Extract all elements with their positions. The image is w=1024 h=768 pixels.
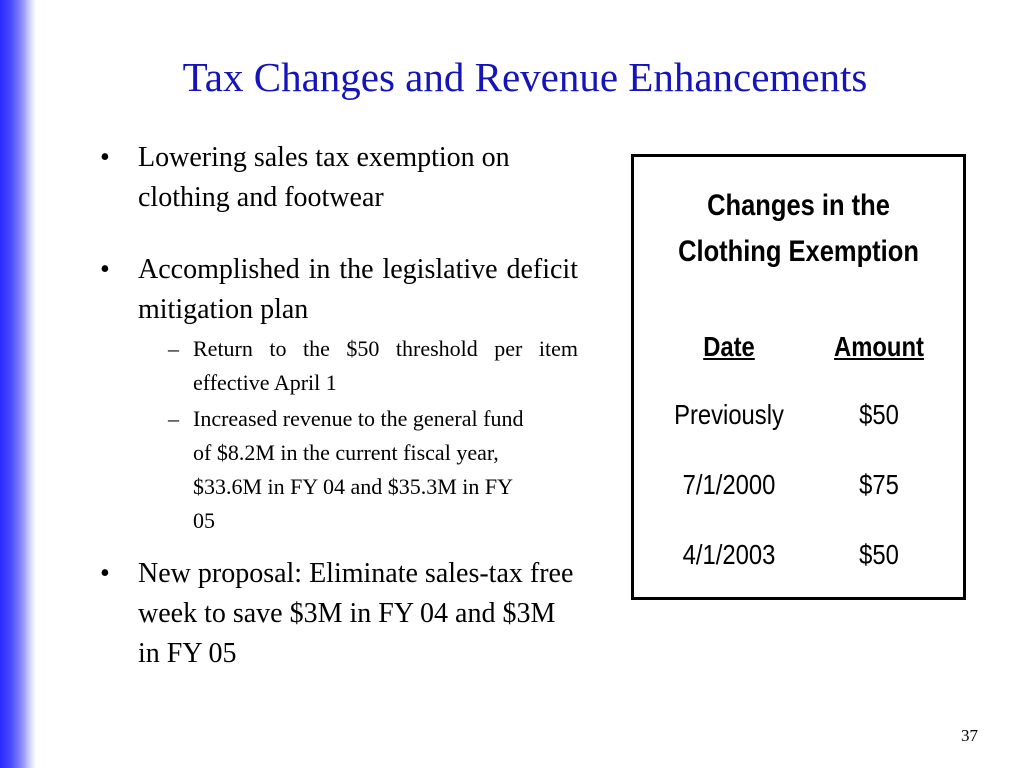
bullet-item: [100, 554, 578, 674]
table-title: [659, 183, 939, 275]
page-number: 37: [961, 726, 978, 745]
table-cell: 7/1/2000: [682, 469, 776, 500]
left-accent-bar: [0, 0, 36, 768]
date-header: Date: [703, 331, 755, 362]
bullet-dot-icon: •: [100, 558, 110, 589]
amount-header: Amount: [834, 331, 924, 362]
sub-bullet-text: Return to the $50 threshold per item effective April 1: [193, 336, 578, 395]
bullet-dot-icon: •: [100, 142, 110, 173]
bullet-item: [100, 138, 558, 218]
bullet-item: [100, 250, 578, 330]
bullet-text: New proposal: Eliminate sales-tax free week to save $3M in FY 04 and $3M in FY 05: [138, 558, 574, 669]
dash-icon: –: [168, 336, 179, 361]
table-title-line: Changes in the: [707, 189, 890, 222]
table-cell: 4/1/2003: [682, 539, 776, 570]
bullet-text: Lowering sales tax exemption on clothing and footwear: [138, 142, 510, 213]
table-cell: $50: [859, 399, 899, 430]
bullet-text: Accomplished in the legislative deficit mitigation plan: [138, 254, 578, 325]
table-cell: $50: [859, 539, 899, 570]
sub-bullet-item: [138, 402, 528, 538]
table-title-line: Clothing Exemption: [678, 235, 919, 268]
amount-column: [811, 329, 947, 573]
slide-title: Tax Changes and Revenue Enhancements: [182, 54, 868, 100]
bullet-list: [100, 138, 580, 674]
sub-bullet-item: [138, 332, 578, 400]
dash-icon: –: [168, 406, 179, 431]
date-column: [661, 329, 797, 573]
bullet-dot-icon: •: [100, 254, 110, 285]
table-cell: Previously: [674, 399, 784, 430]
exemption-table-panel: [631, 154, 966, 600]
sub-bullet-text: Increased revenue to the general fund of $8.2M in the current fiscal year, $33.6M in FY 04 and $35.3M in FY 05: [193, 406, 524, 533]
table-cell: $75: [859, 469, 899, 500]
